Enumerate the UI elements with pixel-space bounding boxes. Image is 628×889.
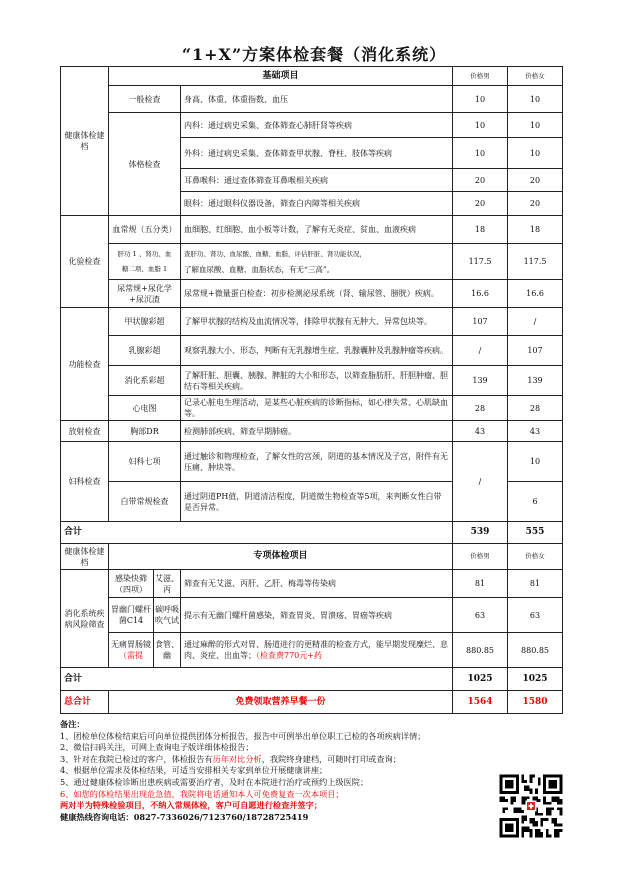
basic-total-female: 555 bbox=[508, 522, 563, 544]
price-male: 20 bbox=[453, 192, 508, 216]
item-desc: 了解甲状腺的结构及血流情况等，排除甲状腺有无肿大、异常包块等。 bbox=[181, 308, 453, 336]
male-price-header: 价格男 bbox=[453, 544, 508, 570]
special-total-label: 合计 bbox=[61, 668, 453, 691]
category-gynecology: 妇科检查 bbox=[61, 442, 109, 522]
price-male: / bbox=[453, 336, 508, 366]
price-female: 10 bbox=[508, 113, 563, 138]
note-1: 1、团检单位体检结束后可向单位提供团体分析报告，报告中可例举出单位职工已检的各项疾病详情； bbox=[60, 730, 426, 741]
category-health-archive: 健康体检建档 bbox=[61, 67, 109, 216]
item-desc: 通过触诊和物理检查，了解女性的宫颈，阴道的基本情况及子宫，附件有无压痛、肿块等。 bbox=[181, 442, 453, 482]
item-name: 乳腺彩超 bbox=[109, 336, 181, 366]
basic-total-male: 539 bbox=[453, 522, 508, 544]
item-name: 无痛胃肠镜（需提 食管、幽 bbox=[109, 633, 181, 668]
item-desc: 观察乳腺大小、形态，判断有无乳腺增生症、乳腺囊肿及乳腺肿瘤等疾病。 bbox=[181, 336, 453, 366]
item-desc: 筛查有无艾滋、丙肝、乙肝、梅毒等传染病 bbox=[181, 570, 453, 598]
item-desc: 内科：通过病史采集、查体筛查心肺肝肾等疾病 bbox=[181, 113, 453, 138]
note-6: 6、如您的体检结果出现危急值，我院将电话通知本人可免费复查一次本项目； bbox=[60, 788, 344, 799]
price-female: 16.6 bbox=[508, 280, 563, 308]
hotline: 健康热线咨询电话：0827-7336026/7123760/18728725419 bbox=[60, 811, 309, 822]
price-female: 43 bbox=[508, 421, 563, 442]
item-name: 胸部DR bbox=[109, 421, 181, 442]
male-price-header: 价格男 bbox=[453, 67, 508, 86]
price-male: 43 bbox=[453, 421, 508, 442]
item-desc: 耳鼻喉科：通过查体筛查耳鼻喉相关疾病 bbox=[181, 169, 453, 192]
special-total-male: 1025 bbox=[453, 668, 508, 691]
item-desc: 记录心脏电生理活动，是某些心脏疾病的诊断指标，如心律失常、心肌缺血等。 bbox=[181, 396, 453, 421]
item-desc: 检测肺部疾病、筛查早期肺癌。 bbox=[181, 421, 453, 442]
category-functional: 功能检查 bbox=[61, 308, 109, 421]
price-female: 63 bbox=[508, 598, 563, 633]
free-breakfast-offer: 免费领取营养早餐一份 bbox=[109, 691, 453, 714]
item-name: 甲状腺彩超 bbox=[109, 308, 181, 336]
item-name: 尿常规+尿化学+尿沉渣 bbox=[109, 280, 181, 308]
note-7: 两对半为特殊检验项目，不纳入常规体检，客户可自愿进行检查并签字； bbox=[60, 800, 323, 811]
item-desc: 眼科：通过眼科仪器设备，筛查白内障等相关疾病 bbox=[181, 192, 453, 216]
item-desc: 提示有无幽门螺杆菌感染，筛查胃炎、胃溃疡、胃癌等疾病 bbox=[181, 598, 453, 633]
price-male: 880.85 bbox=[453, 633, 508, 668]
special-health-archive: 健康体检建档 bbox=[61, 544, 109, 570]
price-male: 10 bbox=[453, 138, 508, 169]
price-female: 81 bbox=[508, 570, 563, 598]
item-desc: 身高、体重、体重指数、血压 bbox=[181, 86, 453, 113]
item-desc: 查肝功、肾功、血尿酸、血糖、血脂，评估肝脏、肾功能状况， 了解血尿酸、血糖、血脂状态，有无“三高”。 bbox=[181, 244, 453, 280]
basic-header: 基础项目 bbox=[109, 67, 453, 86]
item-name: 肝功 1 、肾功、血 糖二项、血脂 1 bbox=[109, 244, 181, 280]
basic-total-label: 合计 bbox=[61, 522, 453, 544]
notes bbox=[60, 719, 500, 823]
special-header: 专项体检项目 bbox=[109, 544, 453, 570]
special-total-female: 1025 bbox=[508, 668, 563, 691]
item-desc: 血细胞、红细胞、血小板等计数，了解有无炎症、贫血、血液疾病 bbox=[181, 216, 453, 244]
price-male: 28 bbox=[453, 396, 508, 421]
price-female: 10 bbox=[508, 86, 563, 113]
category-digestive-screening: 消化系统疾病风险筛查 bbox=[61, 570, 109, 668]
item-name: 妇科七项 bbox=[109, 442, 181, 482]
note-5: 5、通过健康体检诊断出患疾病或需要治疗者，及时在本院进行治疗或预约上级医院； bbox=[60, 776, 369, 787]
grand-total-female: 1580 bbox=[508, 691, 563, 714]
category-lab: 化验检查 bbox=[61, 216, 109, 308]
price-male: 20 bbox=[453, 169, 508, 192]
price-female: 117.5 bbox=[508, 244, 563, 280]
package-table bbox=[60, 66, 563, 714]
item-desc: 了解肝脏、胆囊、胰腺、脾脏的大小和形态，以筛查脂肪肝、肝胆肿瘤、胆结石等相关疾病。 bbox=[181, 366, 453, 396]
item-name: 血常规（五分类） bbox=[109, 216, 181, 244]
price-male: 10 bbox=[453, 86, 508, 113]
price-female: 107 bbox=[508, 336, 563, 366]
price-male: / bbox=[453, 442, 508, 522]
price-female: 880.85 bbox=[508, 633, 563, 668]
item-name: 体格检查 bbox=[109, 113, 181, 216]
price-male: 107 bbox=[453, 308, 508, 336]
price-female: 20 bbox=[508, 169, 563, 192]
note-3: 3、针对在我院已检过的客户，体检报告有历年对比分析，我院终身建档，可随时打印或查询； bbox=[60, 753, 401, 764]
item-name: 心电图 bbox=[109, 396, 181, 421]
price-male: 81 bbox=[453, 570, 508, 598]
price-female: 10 bbox=[508, 138, 563, 169]
item-desc: 外科：通过病史采集、查体筛查甲状腺、脊柱、肢体等疾病 bbox=[181, 138, 453, 169]
price-male: 117.5 bbox=[453, 244, 508, 280]
note-2: 2、微信扫码关注，可网上查询电子版详细体检报告； bbox=[60, 742, 254, 753]
item-name: 一般检查 bbox=[109, 86, 181, 113]
price-male: 10 bbox=[453, 113, 508, 138]
item-name: 胃幽门螺杆菌C14 碳呼吸吹气试 bbox=[109, 598, 181, 633]
page-title: “1+X”方案体检套餐（消化系统） bbox=[181, 45, 447, 64]
price-female: 139 bbox=[508, 366, 563, 396]
item-desc: 尿常规+微量蛋白检查：初步检测泌尿系统（肾、输尿管、膀胱）疾病。 bbox=[181, 280, 453, 308]
note-4: 4、根据单位需求及体检结果，可适当安排相关专家到单位开展健康讲座； bbox=[60, 765, 328, 776]
grand-total-male: 1564 bbox=[453, 691, 508, 714]
item-name: 感染快筛（四项） 艾滋、丙 bbox=[109, 570, 181, 598]
item-desc: 通过麻醉的形式对胃、肠道进行的更精准的检查方式，能早期发现糜烂、息肉、炎症、出血等；（检查费770元+药 bbox=[181, 633, 453, 668]
item-desc: 通过阴道PH值，阴道清洁程度，阴道微生物检查等5项，来判断女性白带是否异常。 bbox=[181, 482, 453, 522]
price-male: 63 bbox=[453, 598, 508, 633]
price-female: 18 bbox=[508, 216, 563, 244]
price-female: 10 bbox=[508, 442, 563, 482]
female-price-header: 价格女 bbox=[508, 544, 563, 570]
price-female: / bbox=[508, 308, 563, 336]
price-male: 16.6 bbox=[453, 280, 508, 308]
price-male: 139 bbox=[453, 366, 508, 396]
notes-title: 备注： bbox=[60, 719, 85, 729]
price-female: 6 bbox=[508, 482, 563, 522]
item-name: 白带常规检查 bbox=[109, 482, 181, 522]
grand-total-label: 总合计 bbox=[61, 691, 109, 714]
female-price-header: 价格女 bbox=[508, 67, 563, 86]
item-name: 消化系彩超 bbox=[109, 366, 181, 396]
price-male: 18 bbox=[453, 216, 508, 244]
category-radiology: 放射检查 bbox=[61, 421, 109, 442]
price-female: 20 bbox=[508, 192, 563, 216]
price-female: 28 bbox=[508, 396, 563, 421]
wechat-qr-code[interactable] bbox=[497, 772, 565, 840]
